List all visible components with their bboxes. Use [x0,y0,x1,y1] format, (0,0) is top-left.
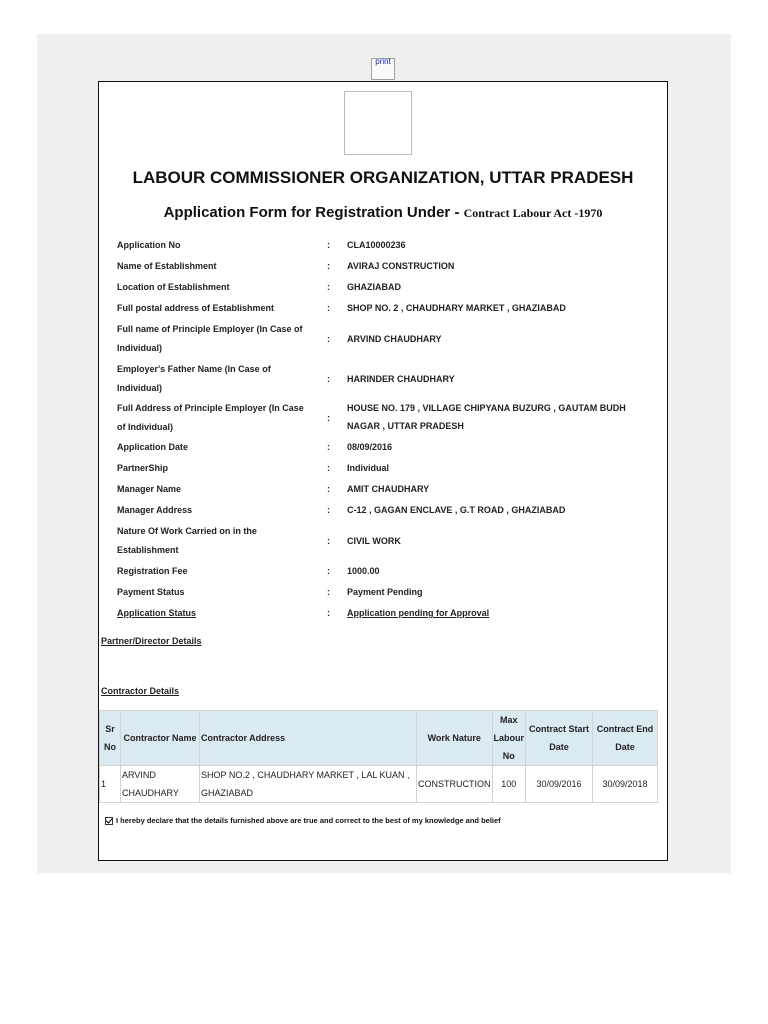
field-value: CIVIL WORK [347,536,401,546]
column-header: Work Nature [417,711,493,766]
field-value: GHAZIABAD [347,282,401,292]
logo-placeholder [344,91,412,155]
field-manager-name: Manager Name : AMIT CHAUDHARY [117,480,657,499]
field-employer-address: Full Address of Principle Employer (In Case of Individual) : HOUSE NO. 179 , VILLAGE CHIPYANA BUZURG , GAUTAM BUDH NAGAR , UTTAR PRADESH [117,399,657,437]
field-establishment-name: Name of Establishment : AVIRAJ CONSTRUCTION [117,257,657,276]
print-button[interactable]: print [371,58,395,80]
field-application-status: Application Status : Application pending for Approval [117,604,657,623]
column-header: Max Labour No [492,711,526,766]
table-cell: 30/09/2016 [526,766,593,803]
application-title-text: Application Form for Registration Under - [163,204,460,221]
field-value: Application pending for Approval [347,608,490,618]
field-payment-status: Payment Status : Payment Pending [117,583,657,602]
field-label: Full Address of Principle Employer (In Case of Individual) [117,403,304,432]
field-label: Registration Fee [117,566,188,576]
field-label: Payment Status [117,587,185,597]
declaration [105,816,501,825]
table-cell: CONSTRUCTION [417,766,493,803]
field-postal-address: Full postal address of Establishment : SHOP NO. 2 , CHAUDHARY MARKET , GHAZIABAD [117,299,657,318]
column-header: Contract End Date [593,711,658,766]
table-cell: 1 [100,766,121,803]
field-value: HARINDER CHAUDHARY [347,374,455,384]
field-label: Location of Establishment [117,282,230,292]
field-label: Nature Of Work Carried on in the Establishment [117,526,257,555]
field-value: AVIRAJ CONSTRUCTION [347,261,455,271]
field-nature-of-work: Nature Of Work Carried on in the Establishment : CIVIL WORK [117,522,657,560]
organization-title: LABOUR COMMISSIONER ORGANIZATION, UTTAR PRADESH [132,168,634,187]
field-value: Individual [347,463,390,473]
field-father-name: Employer's Father Name (In Case of Individual) : HARINDER CHAUDHARY [117,360,657,398]
table-cell: ARVIND CHAUDHARY [121,766,200,803]
contractor-section-heading: Contractor Details [101,686,180,696]
field-label: PartnerShip [117,463,169,473]
field-principal-employer: Full name of Principle Employer (In Case of Individual) : ARVIND CHAUDHARY [117,320,657,358]
declaration-text: I hereby declare that the details furnished above are true and correct to the best of my knowledge and belief [116,816,501,825]
column-header: Contractor Address [200,711,417,766]
table-cell: 100 [492,766,526,803]
application-form [98,81,668,861]
contractor-table [99,710,658,803]
field-application-date: Application Date : 08/09/2016 [117,438,657,457]
act-name: Contract Labour Act -1970 [463,206,603,220]
field-registration-fee: Registration Fee : 1000.00 [117,562,657,581]
field-label: Name of Establishment [117,261,217,271]
partner-section-heading: Partner/Director Details [101,636,202,646]
application-title [99,204,667,221]
declaration-checkbox[interactable] [105,817,113,825]
field-value: HOUSE NO. 179 , VILLAGE CHIPYANA BUZURG , GAUTAM BUDH NAGAR , UTTAR PRADESH [347,403,626,431]
field-value: AMIT CHAUDHARY [347,484,430,494]
field-value: CLA10000236 [347,240,406,250]
field-label: Application Date [117,442,189,452]
table-cell: SHOP NO.2 , CHAUDHARY MARKET , LAL KUAN , GHAZIABAD [200,766,417,803]
field-label: Full name of Principle Employer (In Case of Individual) [117,324,303,353]
field-value: SHOP NO. 2 , CHAUDHARY MARKET , GHAZIABAD [347,303,566,313]
field-value: Payment Pending [347,587,423,597]
field-label: Employer's Father Name (In Case of Individual) [117,364,271,393]
field-value: 08/09/2016 [347,442,393,452]
table-cell: 30/09/2018 [593,766,658,803]
field-location: Location of Establishment : GHAZIABAD [117,278,657,297]
column-header: Contractor Name [121,711,200,766]
field-application-no: Application No : CLA10000236 [117,236,657,255]
table-header-row [100,711,658,766]
column-header: Sr No [100,711,121,766]
field-manager-address: Manager Address : C-12 , GAGAN ENCLAVE , G.T ROAD , GHAZIABAD [117,501,657,520]
table-row [100,766,658,803]
field-label: Manager Address [117,505,193,515]
field-label: Application Status [117,608,197,618]
field-partnership: PartnerShip : Individual [117,459,657,478]
field-value: 1000.00 [347,566,380,576]
field-label: Full postal address of Establishment [117,303,275,313]
field-label: Application No [117,240,181,250]
field-value: ARVIND CHAUDHARY [347,334,442,344]
column-header: Contract Start Date [526,711,593,766]
field-value: C-12 , GAGAN ENCLAVE , G.T ROAD , GHAZIABAD [347,505,566,515]
field-label: Manager Name [117,484,182,494]
